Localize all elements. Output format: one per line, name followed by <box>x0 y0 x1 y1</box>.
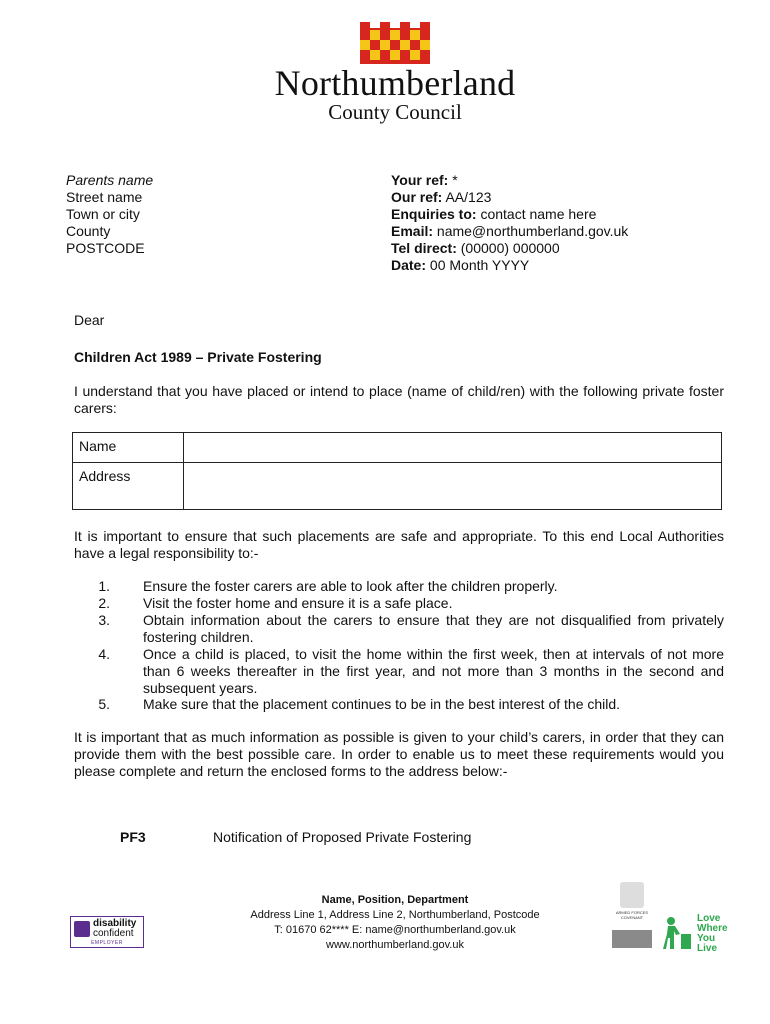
live-text: Live <box>697 943 718 954</box>
list-number: 2. <box>98 595 110 611</box>
council-crest-icon <box>360 22 430 67</box>
name-label: Name <box>73 433 184 463</box>
list-text: Obtain information about the carers to ensure that they are not disqualified from privately fostering children. <box>143 612 724 645</box>
list-item <box>96 578 724 595</box>
armed-forces-covenant-badge <box>612 878 652 948</box>
address-field[interactable] <box>184 463 722 510</box>
covenant-label: ARMED FORCES COVENANT <box>615 910 649 920</box>
list-number: 1. <box>98 578 110 594</box>
ref-enquiries: Enquiries to: contact name here <box>391 206 597 222</box>
council-name: Northumberland <box>274 63 516 103</box>
disability-text: disability <box>93 918 137 929</box>
love-text: Love <box>697 913 721 924</box>
list-text: Visit the foster home and ensure it is a safe place. <box>143 595 453 611</box>
ref-your: Your ref: * <box>391 172 458 188</box>
list-text: Ensure the foster carers are able to look after the children properly. <box>143 578 558 594</box>
list-number: 3. <box>98 612 110 628</box>
ref-tel: Tel direct: (00000) 000000 <box>391 240 560 256</box>
footer-address: Address Line 1, Address Line 2, Northumberland, Postcode <box>250 909 540 921</box>
list-item <box>96 646 724 697</box>
name-field[interactable] <box>184 433 722 463</box>
recipient-town: Town or city <box>66 206 140 222</box>
council-subtitle: County Council <box>328 100 462 124</box>
list-number: 5. <box>98 696 110 712</box>
footer-name: Name, Position, Department <box>321 894 469 906</box>
table-row <box>73 433 722 463</box>
list-item <box>96 595 724 612</box>
list-number: 4. <box>98 646 110 662</box>
list-text: Make sure that the placement continues to be in the best interest of the child. <box>143 696 621 712</box>
love-where-you-live-badge <box>662 914 732 954</box>
address-label: Address <box>73 463 184 510</box>
disability-logo-icon <box>74 921 90 937</box>
ref-email: Email: name@northumberland.gov.uk <box>391 223 629 239</box>
employer-text: EMPLOYER <box>91 940 123 946</box>
list-item <box>96 612 724 646</box>
intro-paragraph: I understand that you have placed or intend to place (name of child/ren) with the following private foster carers: <box>74 383 724 416</box>
you-text: You <box>697 933 716 944</box>
ref-our: Our ref: AA/123 <box>391 189 492 205</box>
recipient-postcode: POSTCODE <box>66 240 145 256</box>
foster-carer-table <box>72 432 722 510</box>
salutation: Dear <box>74 312 105 328</box>
footer-website[interactable]: www.northumberland.gov.uk <box>326 939 464 951</box>
recipient-name: Parents name <box>66 172 154 188</box>
enclosure-title: Notification of Proposed Private Fostering <box>213 829 472 845</box>
confident-text: confident <box>93 928 134 939</box>
recipient-street: Street name <box>66 189 143 205</box>
list-text: Once a child is placed, to visit the home within the first week, then at intervals of not more than 6 weeks thereafter in the first year, and not more than 3 months in the second and subsequent years. <box>143 646 724 696</box>
enclosure-code: PF3 <box>120 829 146 845</box>
recipient-county: County <box>66 223 111 239</box>
footer-contact: T: 01670 62**** E: name@northumberland.gov.uk <box>274 924 516 936</box>
table-row <box>73 463 722 510</box>
responsibility-intro: It is important to ensure that such placements are safe and appropriate. To this end Local Authorities have a legal responsibility to:- <box>74 528 724 561</box>
covenant-award-bar <box>612 930 652 948</box>
list-item <box>96 696 724 713</box>
letter-heading: Children Act 1989 – Private Fostering <box>74 349 322 365</box>
disability-confident-badge <box>70 916 144 948</box>
litter-figure-icon <box>662 916 692 950</box>
where-text: Where <box>697 923 728 934</box>
closing-paragraph: It is important that as much information as possible is given to your child’s carers, in order that they can provide them with the best possible care. In order to enable us to meet these requirements would you please complete and return the enclosed forms to the address below:- <box>74 729 724 779</box>
covenant-crest-icon <box>620 882 644 908</box>
ref-date: Date: 00 Month YYYY <box>391 257 530 273</box>
